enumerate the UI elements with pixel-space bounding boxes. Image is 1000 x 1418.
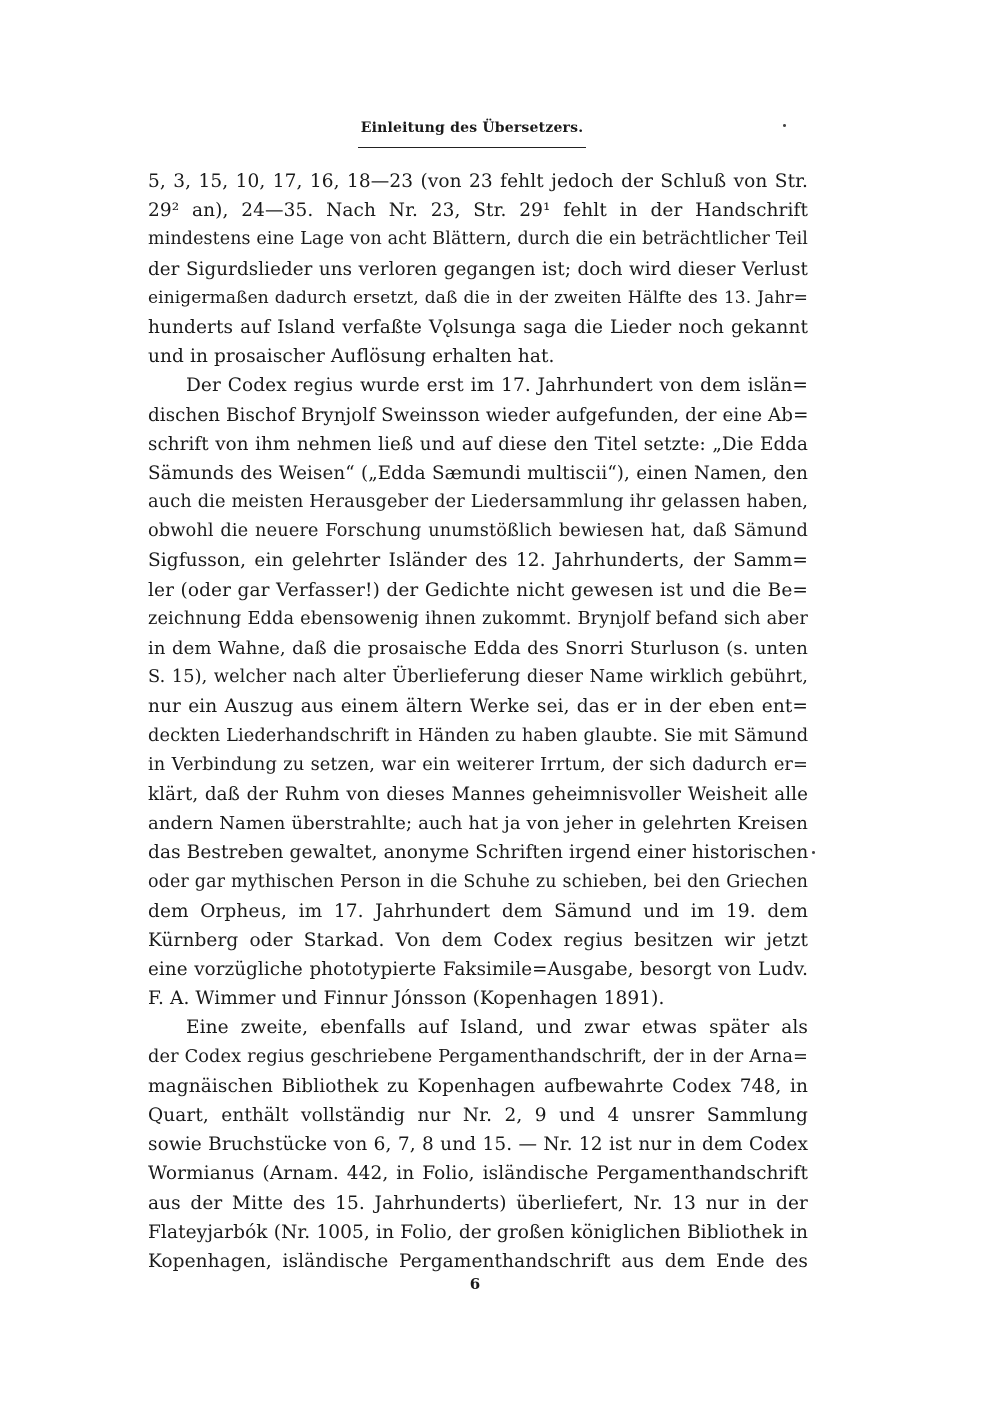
scan-speck <box>783 124 786 127</box>
text-line: Sigfusson, ein gelehrter Isländer des 12. Jahrhunderts, der Samm= <box>148 550 808 572</box>
text-line: und in prosaischer Auflösung erhalten hat. <box>148 346 555 368</box>
text-line: F. A. Wimmer und Finnur Jónsson (Kopenhagen 1891). <box>148 988 665 1010</box>
text-line: nur ein Auszug aus einem ältern Werke sei, das er in der eben ent= <box>148 696 808 718</box>
text-line: oder gar mythischen Person in die Schuhe zu schieben, bei den Griechen <box>148 871 808 892</box>
text-line: das Bestreben gewaltet, anonyme Schriften irgend einer historischen <box>148 842 809 864</box>
text-line: obwohl die neuere Forschung unumstößlich bewiesen hat, daß Sämund <box>148 521 808 542</box>
text-line: einigermaßen dadurch ersetzt, daß die in der zweiten Hälfte des 13. Jahr= <box>148 287 808 308</box>
text-line: mindestens eine Lage von acht Blättern, durch die ein beträchtlicher Teil <box>148 229 808 250</box>
text-line: S. 15), welcher nach alter Überlieferung dieser Name wirklich gebührt, <box>148 667 808 688</box>
text-line: Flateyjarbók (Nr. 1005, in Folio, der großen königlichen Bibliothek in <box>148 1221 808 1243</box>
text-line: aus der Mitte des 15. Jahrhunderts) überliefert, Nr. 13 nur in der <box>148 1192 808 1214</box>
text-line: Kopenhagen, isländische Pergamenthandschrift aus dem Ende des <box>148 1250 808 1272</box>
text-line: 5, 3, 15, 10, 17, 16, 18—23 (von 23 fehlt jedoch der Schluß von Str. <box>148 171 808 192</box>
text-line: der Codex regius geschriebene Pergamenthandschrift, der in der Arna= <box>148 1046 808 1067</box>
scan-speck <box>812 851 815 854</box>
text-line: eine vorzügliche phototypierte Faksimile=Ausgabe, besorgt von Ludv. <box>148 959 808 981</box>
text-line: Kürnberg oder Starkad. Von dem Codex regius besitzen wir jetzt <box>148 929 808 951</box>
text-line: ler (oder gar Verfasser!) der Gedichte nicht gewesen ist und die Be= <box>148 579 808 601</box>
text-line: sowie Bruchstücke von 6, 7, 8 und 15. — Nr. 12 ist nur in dem Codex <box>148 1134 808 1156</box>
text-line: dem Orpheus, im 17. Jahrhundert dem Sämund und im 19. dem <box>148 900 808 922</box>
text-line: in dem Wahne, daß die prosaische Edda des Snorri Sturluson (s. unten <box>148 638 808 659</box>
text-line: in Verbindung zu setzen, war ein weiterer Irrtum, der sich dadurch er= <box>148 754 808 775</box>
text-line: Sämunds des Weisen“ („Edda Sæmundi multiscii“), einen Namen, den <box>148 462 808 484</box>
paragraph-start: Der Codex regius wurde erst im 17. Jahrhundert von dem islän= <box>186 375 808 397</box>
text-line: hunderts auf Island verfaßte Vǫlsunga saga die Lieder noch gekannt <box>148 316 808 338</box>
body-text <box>148 167 808 1276</box>
text-line: magnäischen Bibliothek zu Kopenhagen aufbewahrte Codex 748, in <box>148 1075 808 1097</box>
header-rule <box>358 147 586 148</box>
text-line: deckten Liederhandschrift in Händen zu haben glaubte. Sie mit Sämund <box>148 725 809 746</box>
text-line: andern Namen überstrahlte; auch hat ja von jeher in gelehrten Kreisen <box>148 813 808 835</box>
text-line: der Sigurdslieder uns verloren gegangen ist; doch wird dieser Verlust <box>148 258 808 280</box>
text-line: Quart, enthält vollständig nur Nr. 2, 9 und 4 unsrer Sammlung <box>148 1105 808 1126</box>
text-line: 29² an), 24—35. Nach Nr. 23, Str. 29¹ fehlt in der Handschrift <box>148 200 808 222</box>
paragraph-start: Eine zweite, ebenfalls auf Island, und zwar etwas später als <box>186 1017 808 1039</box>
text-line: dischen Bischof Brynjolf Sweinsson wieder aufgefunden, der eine Ab= <box>148 404 809 426</box>
text-line: klärt, daß der Ruhm von dieses Mannes geheimnisvoller Weisheit alle <box>148 783 808 805</box>
text-line: zeichnung Edda ebensowenig ihnen zukommt. Brynjolf befand sich aber <box>148 608 808 629</box>
page-number: 6 <box>469 1275 481 1293</box>
text-line: auch die meisten Herausgeber der Liedersammlung ihr gelassen haben, <box>148 492 808 513</box>
text-line: Wormianus (Arnam. 442, in Folio, isländische Pergamenthandschrift <box>148 1163 808 1185</box>
running-head: Einleitung des Übersetzers. <box>360 120 584 136</box>
text-line: schrift von ihm nehmen ließ und auf diese den Titel setzte: „Die Edda <box>148 433 808 455</box>
